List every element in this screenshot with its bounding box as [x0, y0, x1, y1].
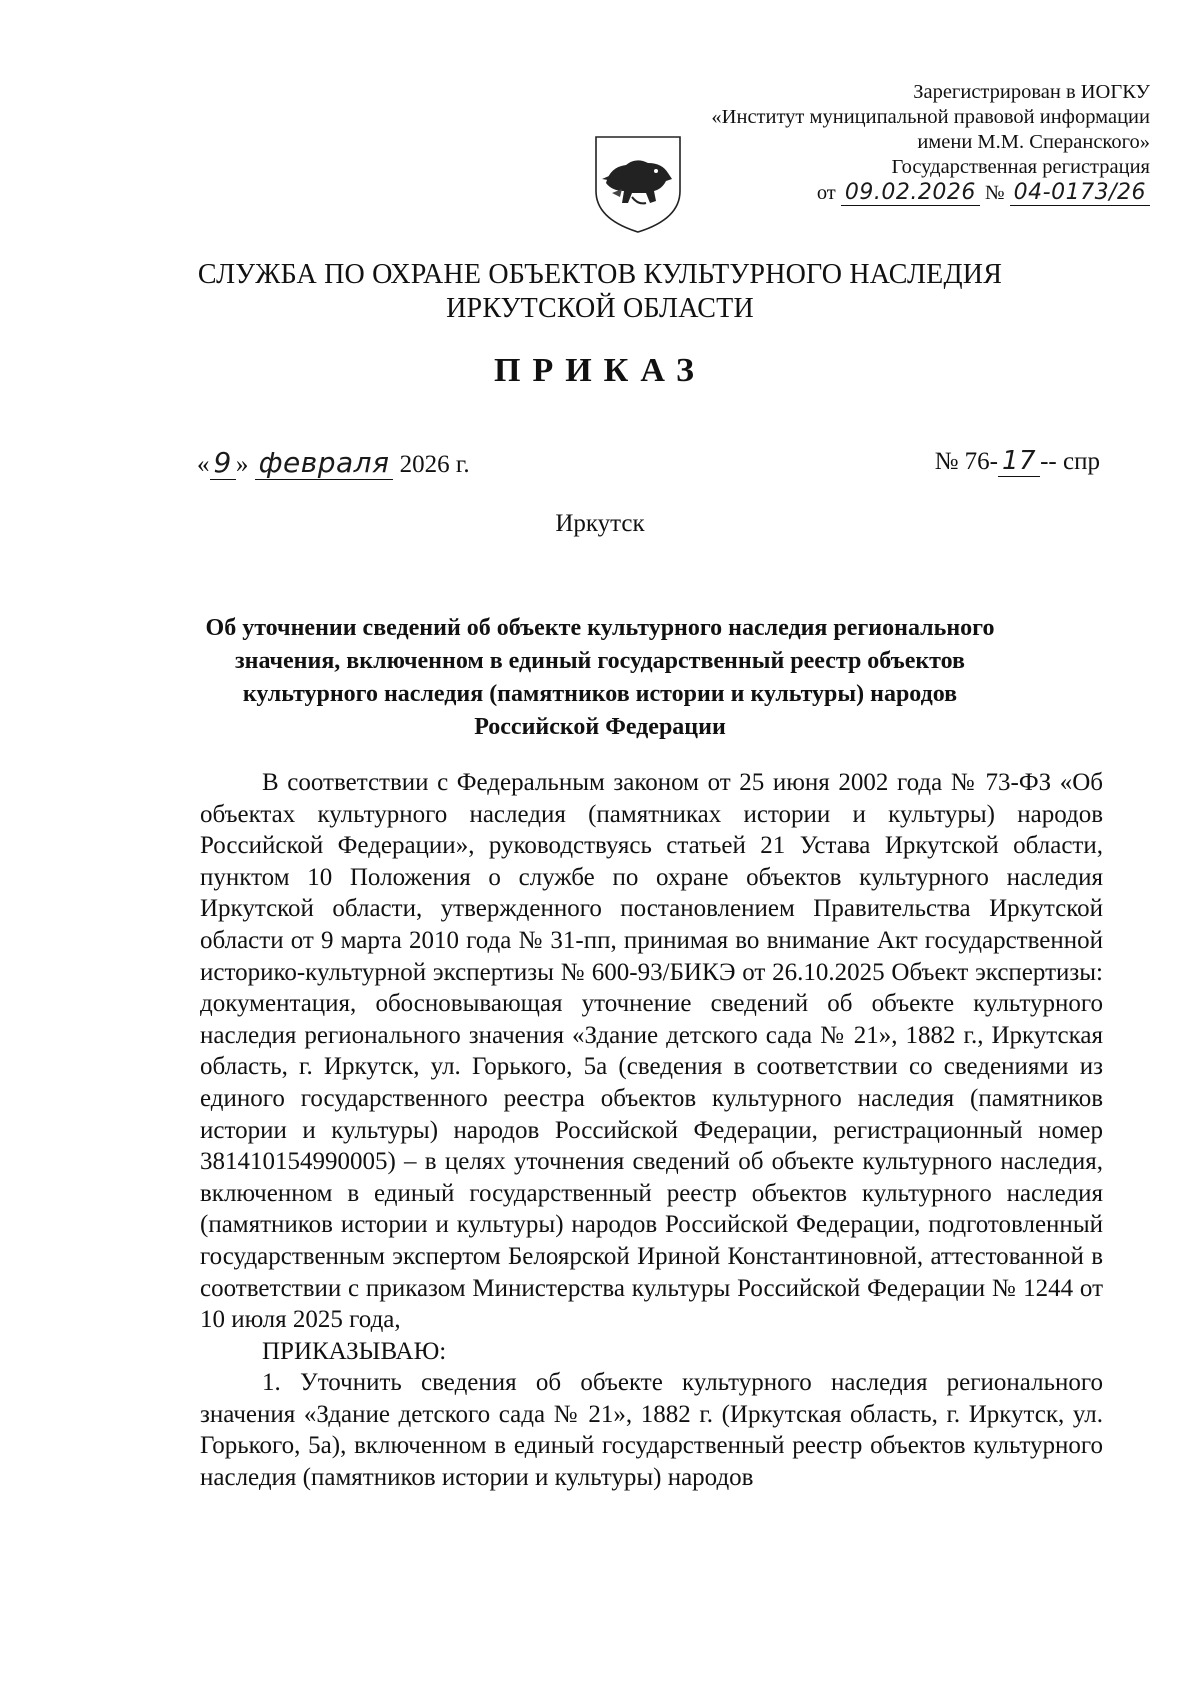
date-day-handwritten: 9: [210, 446, 236, 480]
agency-title-line-2: ИРКУТСКОЙ ОБЛАСТИ: [446, 293, 754, 324]
registration-number-label: №: [984, 182, 1005, 204]
order-number: [935, 446, 1100, 477]
city: Иркутск: [555, 510, 645, 537]
order-directive: ПРИКАЗЫВАЮ:: [262, 1337, 447, 1365]
registration-line-2: «Институт муниципальной правовой информации: [711, 106, 1150, 128]
agency-title: [0, 258, 1200, 326]
registration-number-handwritten: 04-0173/26: [1010, 180, 1150, 206]
order-number-suffix: -- спр: [1040, 448, 1100, 475]
order-number-prefix: № 76-: [934, 448, 999, 475]
order-item-1: 1. Уточнить сведения об объекте культурного наследия регионального значения «Здание детского сада № 21», 1882 г. (Иркутская область, г. Иркутск, ул. Горького, 5а), включенном в единый государственный реестр объектов культурного наследия (памятников истории и культуры) народов: [200, 1369, 1103, 1492]
agency-title-line-1: СЛУЖБА ПО ОХРАНЕ ОБЪЕКТОВ КУЛЬТУРНОГО НАСЛЕДИЯ: [197, 259, 1003, 290]
order-number-handwritten: 17: [998, 446, 1040, 477]
order-body: [200, 767, 1103, 1494]
date-open-quote: «: [197, 451, 210, 478]
date-year: 2026 г.: [399, 451, 470, 478]
subject-line-4: Российской Федерации: [474, 714, 726, 740]
subject-line-1: Об уточнении сведений об объекте культурного наследия регионального: [205, 615, 995, 641]
coat-of-arms-irkutsk-icon: [592, 133, 684, 235]
subject-line-2: значения, включенном в единый государственный реестр объектов: [234, 648, 966, 674]
registration-line-3: имени М.М. Сперанского»: [917, 131, 1150, 153]
date-close-quote: »: [235, 451, 249, 478]
order-date: [197, 446, 470, 480]
registration-date-handwritten: 09.02.2026: [841, 180, 980, 206]
preamble-paragraph: В соответствии с Федеральным законом от 25 июня 2002 года № 73-ФЗ «Об объектах культурного наследия (памятниках истории и культуры) народов Российской Федерации», руководствуясь статьей 21 Устава Иркутской области, пунктом 10 Положения о службе по охране объектов культурного наследия Иркутской области, утвержденного постановлением Правительства Иркутской области от 9 марта 2010 года № 31-пп, принимая во внимание Акт государственной историко-культурной экспертизы № 600-93/БИКЭ от 26.10.2025 Объект экспертизы: документация, обосновывающая уточнение сведений об объекте культурного наследия регионального значения «Здание детского сада № 21», 1882 г., Иркутская область, г. Иркутск, ул. Горького, 5а (сведения в соответствии со сведениями из единого государственного реестра объектов культурного наследия (памятников истории и культуры) народов Российской Федерации, регистрационный номер 381410154990005) – в целях уточнения сведений об объекте культурного наследия, включенном в единый государственный реестр объектов культурного наследия (памятников истории и культуры) народов Российской Федерации, подготовленный государственным экспертом Белоярской Ириной Константиновной, аттестованной в соответствии с приказом Министерства культуры Российской Федерации № 1244 от 10 июля 2025 года,: [200, 769, 1103, 1334]
registration-line-1: Зарегистрирован в ИОГКУ: [913, 81, 1150, 103]
registration-from-label: от: [816, 182, 836, 204]
order-subject: [170, 612, 1030, 744]
date-month-handwritten: февраля: [255, 446, 394, 480]
registration-line-4: Государственная регистрация: [891, 156, 1150, 178]
order-title: ПРИКАЗ: [494, 352, 706, 389]
subject-line-3: культурного наследия (памятников истории и культуры) народов: [242, 681, 958, 707]
